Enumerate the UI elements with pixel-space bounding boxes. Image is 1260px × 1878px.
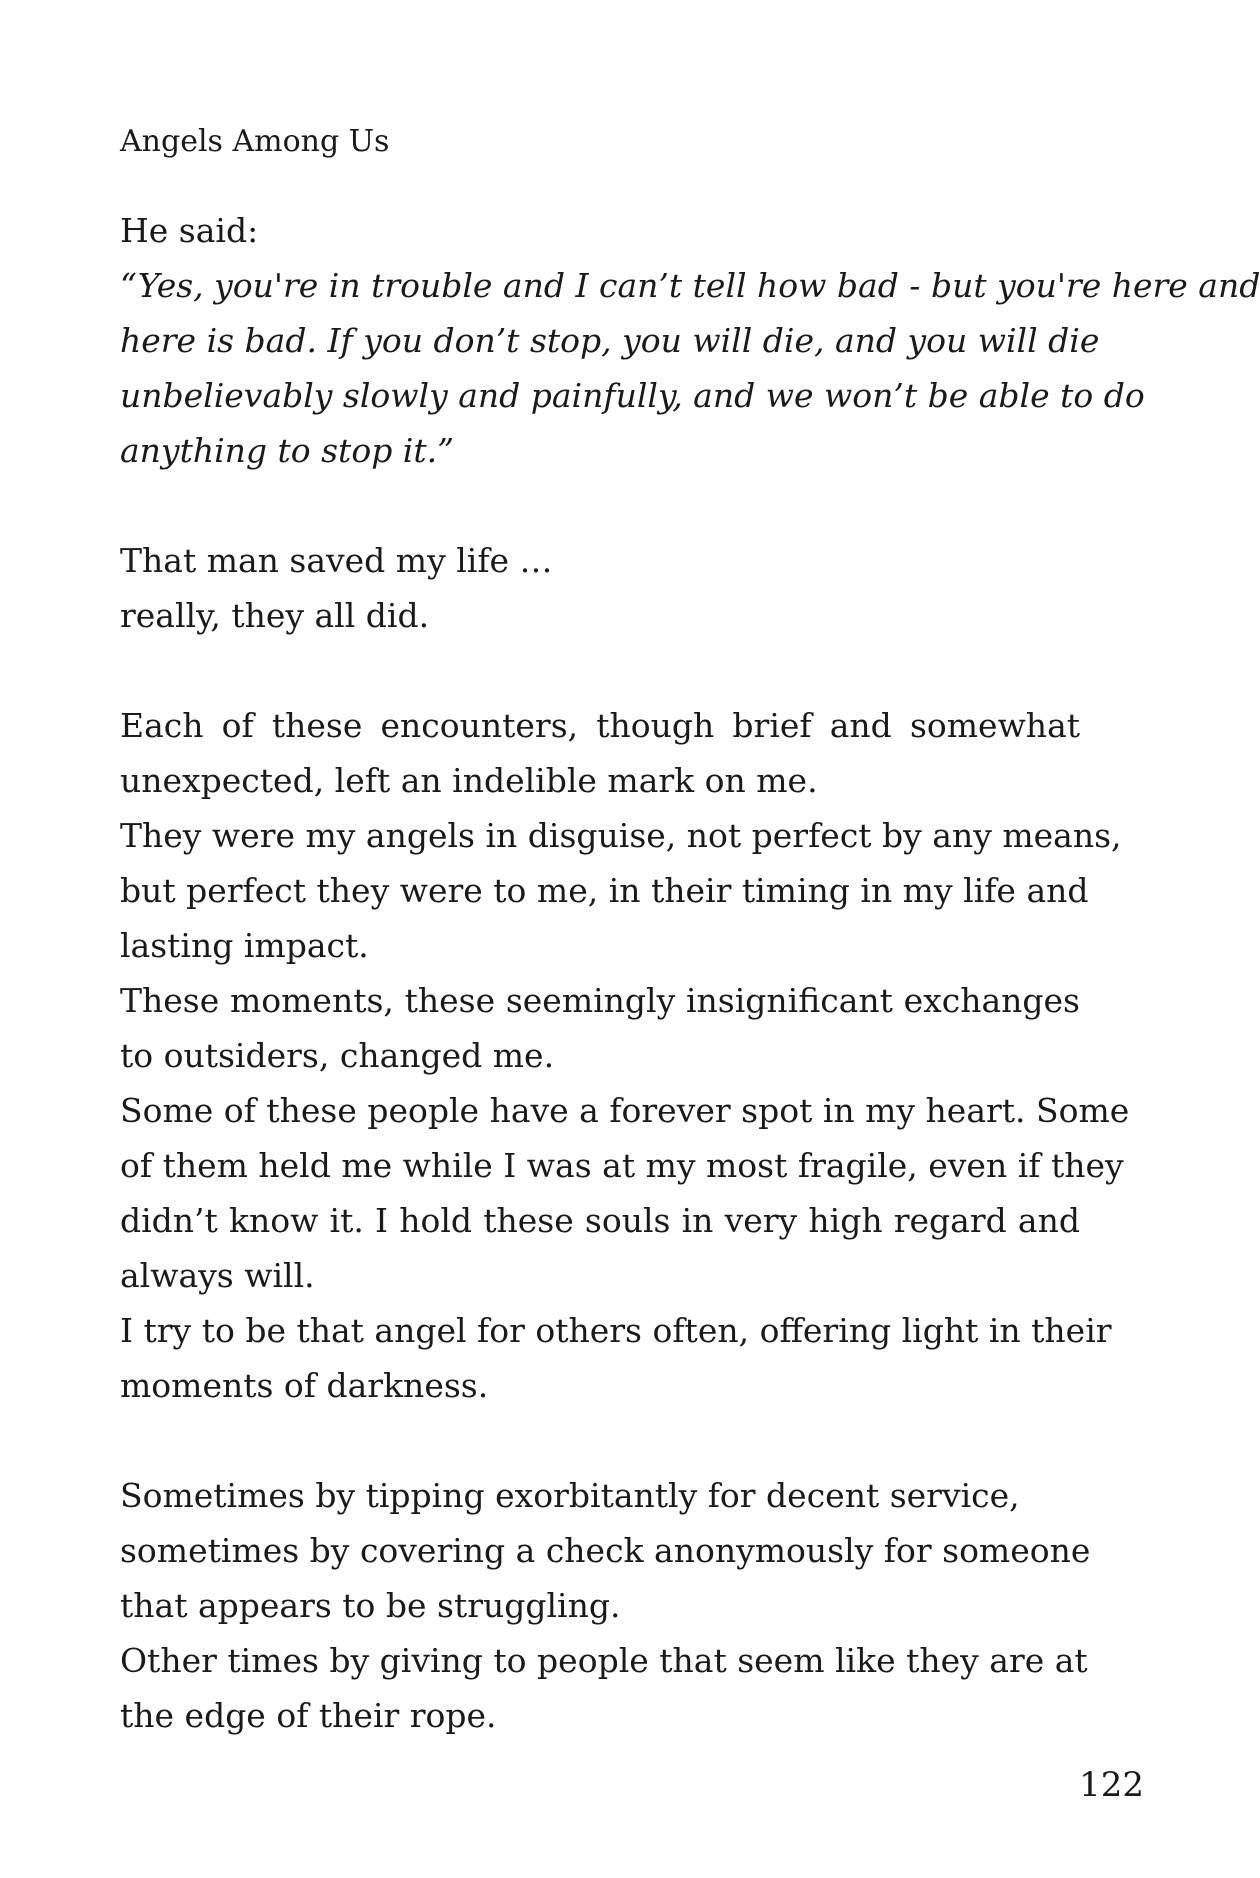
text-line: I try to be that angel for others often, offering light in their — [120, 1311, 1112, 1350]
paragraph-gap — [120, 1413, 1080, 1468]
text-line: of them held me while I was at my most fragile, even if they — [120, 1146, 1124, 1185]
text-line: Each of these encounters, though brief and somewhat — [120, 706, 1080, 745]
text-line: He said: — [120, 211, 259, 250]
text-line: to outsiders, changed me. — [120, 1036, 555, 1075]
quote-line: anything to stop it.” — [120, 431, 454, 470]
text-line: Some of these people have a forever spot in my heart. Some — [120, 1091, 1130, 1130]
text-line: really, they all did. — [120, 596, 430, 635]
quote-line: “Yes, you're in trouble and I can’t tell how bad - but you're here and — [120, 266, 1260, 305]
text-line: sometimes by covering a check anonymously for someone — [120, 1531, 1091, 1570]
text-line: always will. — [120, 1256, 315, 1295]
quote-line: here is bad. If you don’t stop, you will die, and you will die — [120, 321, 1100, 360]
text-line: the edge of their rope. — [120, 1696, 497, 1735]
text-line: Sometimes by tipping exorbitantly for decent service, — [120, 1476, 1020, 1515]
text-line: These moments, these seemingly insignificant exchanges — [120, 981, 1080, 1020]
text-line: but perfect they were to me, in their timing in my life and — [120, 871, 1089, 910]
text-line: unexpected, left an indelible mark on me. — [120, 761, 818, 800]
text-line: didn’t know it. I hold these souls in very high regard and — [120, 1201, 1080, 1240]
running-head: Angels Among Us — [120, 124, 390, 159]
body-text — [120, 203, 1260, 1743]
text-line: moments of darkness. — [120, 1366, 489, 1405]
text-line: They were my angels in disguise, not perfect by any means, — [120, 816, 1122, 855]
paragraph-gap — [120, 643, 1080, 698]
text-line: that appears to be struggling. — [120, 1586, 621, 1625]
text-line: Other times by giving to people that seem like they are at — [120, 1641, 1088, 1680]
text-line: lasting impact. — [120, 926, 369, 965]
quote-line: unbelievably slowly and painfully, and we won’t be able to do — [120, 376, 1145, 415]
text-line: That man saved my life … — [120, 541, 553, 580]
page-number: 122 — [1079, 1765, 1144, 1805]
paragraph-gap — [120, 478, 1080, 533]
